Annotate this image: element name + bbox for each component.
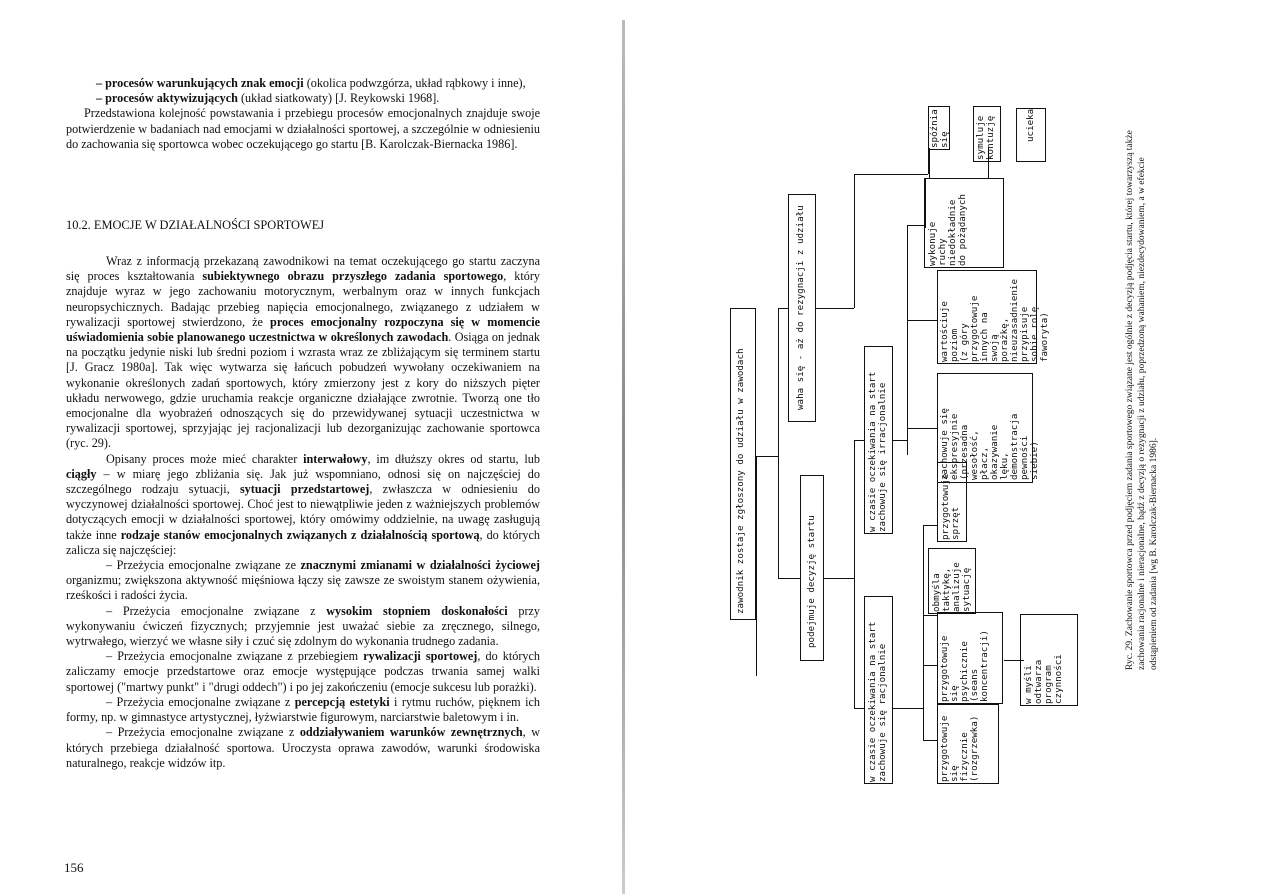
figure-caption: Ryc. 29. Zachowanie sportowca przed podjęciem zadania sportowego związane jest ogólnie z decyzją podjęcia startu, której towarzyszą także zachowania racjonalne i nieracjonalne, bądź z decyzją o rezygnacji z udziału, poprzedzoną wahaniem, niezdecydowaniem, a w efekcie odstąpieniem od zadania [wg B. Karolczak-Biernacka 1986]. [1125, 130, 1159, 670]
root-label: zawodnik zostaje zgłoszony do udziału w zawodach [735, 348, 746, 614]
connector [923, 665, 937, 666]
left-page [0, 0, 628, 894]
box-tactics-label: obmyśla taktykę, analizuje sytuację [931, 562, 972, 612]
list-item: – Przeżycia emocjonalne związane z percepcją estetyki i rytmu ruchów, pięknem ich formy, np. w gimnastyce artystycznej, łyżwiarstwie figurowym, narciarstwie baletowym i in. [66, 694, 540, 725]
connector [893, 708, 923, 709]
box-expressive-label: zachowuje się ekspresyjnie (przesadna wesołość, płacz, okazywanie lęku, demonstracja pewności siebie) [939, 408, 1040, 480]
connector [854, 440, 864, 441]
box-mental-label: przygotowuje się psychicznie (seans koncentracji) [939, 630, 990, 702]
connector [907, 225, 908, 455]
connector [893, 440, 907, 441]
list-item: – Przeżycia emocjonalne związane ze znacznymi zmianami w działalności życiowej organizmu; zwiększona aktywność mięśniowa łączy się zawsze ze swoistym stanem ożywienia, rześkości i radości życia. [66, 558, 540, 603]
box-equipment-label: przygotowuje sprzęt [940, 473, 961, 540]
book-gutter [622, 20, 625, 894]
connector [923, 740, 937, 741]
connector [778, 578, 800, 579]
box-program-label: w myśli odtwarza program czynności [1023, 654, 1064, 704]
box-escape-label: ucieka [1025, 108, 1036, 142]
page-number: 156 [64, 860, 84, 875]
intro-paragraph: Przedstawiona kolejność powstawania i przebiegu procesów emocjonalnych znajduje swoje potwierdzenie w badaniach nad emocjami w działalności sportowej, a szczególnie w odniesieniu do zachowania się sportowca wobec oczekującego go startu [B. Karolczak-Biernacka 1986]. [66, 106, 540, 151]
hesitate-label: waha się - aż do rezygnacji z udziału [795, 205, 806, 410]
paragraph: Wraz z informacją przekazaną zawodnikowi na temat oczekującego go startu zaczyna się proces kształtowania subiektywnego obrazu przyszłego zadania sportowego, który znajduje wyraz w jego zachowaniu motorycznym, werbalnym oraz w innych funkcjach neuropsychicznych. Badając przebieg napięcia emocjonalnego, związanego z udziałem w rywalizacji sportowej stwierdzono, że proces emocjonalny rozpoczyna się w momencie uświadomienia sobie planowanego uczestnictwa w określonych zawodach. Osiąga on jednak na początku jedynie niski lub średni poziom i wzrasta wraz ze zbliżającym się terminem startu [J. Gracz 1980a]. Tak więc wytwarza się łańcuch pobudzeń wywołany oczekiwaniem na wykonanie określonych zadań sportowych, który zmierzony jest z kory do niższych pięter układu nerwowego, gdzie uruchamia reakcje organiczne działające zwrotnie. Tworzą one tło emocjonalne dla wyobrażeń odnoszących się do przewidywanej sytuacji uczestnictwa w rywalizacji sportowej, sprzyjając jej racjonalizacji lub dezorganizując zachowanie sportowca (ryc. 29). [66, 254, 540, 451]
connector [929, 148, 930, 178]
connector [923, 615, 937, 616]
connector [854, 440, 855, 708]
connector [778, 308, 788, 309]
connector [907, 320, 937, 321]
list-item: – Przeżycia emocjonalne związane z oddziaływaniem warunków zewnętrznych, w których przebiega działalność sportowa. Uroczysta oprawa zawodów, warunki środowiska naturalnego, reakcje widzów itp. [66, 725, 540, 770]
decide-label: podejmuje decyzję startu [806, 515, 817, 648]
irrational-label: w czasie oczekiwania na start zachowuje się irracjonalnie [867, 371, 888, 532]
connector [823, 578, 854, 579]
connector [907, 225, 925, 226]
intro-item: – procesów warunkujących znak emocji (okolica podwzgórza, układ rąbkowy i inne), [96, 76, 526, 90]
connector [756, 456, 778, 457]
intro-block [66, 76, 540, 152]
body-text [66, 254, 540, 771]
right-page [628, 0, 1262, 894]
box-simulate-label: symuluje kontuzję [975, 115, 996, 160]
box-physical-label: przygotowuje się fizycznie (rozgrzewka) [939, 715, 980, 782]
connector [854, 174, 928, 175]
connector [756, 456, 757, 676]
section-heading: 10.2. EMOCJE W DZIAŁALNOŚCI SPORTOWEJ [66, 218, 325, 232]
list-item: – Przeżycia emocjonalne związane z wysokim stopniem doskonałości przy wykonywaniu ćwiczeń fizycznych; przyjemnie jest uważać siebie za zręcznego, silnego, wytrwałego, wierzyć we własne siły i czuć się zdolnym do wykonania trudnego zadania. [66, 603, 541, 649]
box-late-label: spóźnia się [929, 109, 950, 148]
connector [816, 308, 854, 309]
connector [923, 525, 937, 526]
connector [854, 708, 864, 709]
box-apathy-label: wykonuje ruchy niedokładnie do pożądanych [927, 194, 968, 266]
connector [778, 308, 779, 578]
intro-item: – procesów aktywizujących (układ siatkowaty) [J. Reykowski 1968]. [96, 91, 440, 106]
box-self-assess-label: wartościuje poziom (z góry przygotowuje innych na swoją porażkę, nieuzasadnienie przypisuje sobie rolę faworyta) [939, 279, 1050, 362]
rational-label: w czasie oczekiwania na start zachowuje się racjonalnie [867, 621, 888, 782]
paragraph: Opisany proces może mieć charakter interwałowy, im dłuższy okres od startu, lub ciągły – w miarę jego zbliżania się. Jak już wspomniano, odnosi się on najczęściej do szczególnego rodzaju sytuacji, sytuacji przedstartowej, zwłaszcza w odniesieniu do wyczynowej działalności sportowej. Choć jest to niewątpliwie jeden z ważniejszych problemów dotyczących emocji w działalności sportowej, który omówimy oddzielnie, na uwagę zasługują także inne rodzaje stanów emocjonalnych związanych z działalnością sportową, do których zalicza się najczęściej: [66, 451, 540, 557]
connector [854, 174, 855, 308]
connector [907, 428, 937, 429]
list-item: – Przeżycia emocjonalne związane z przebiegiem rywalizacji sportowej, do których zaliczamy emocje przedstartowe oraz emocje występujące podczas trwania samej walki sportowej ("martwy punkt" i "drugi oddech") i po jej zakończeniu (emocje sukcesu lub porażki). [66, 649, 540, 694]
connector [923, 525, 924, 740]
